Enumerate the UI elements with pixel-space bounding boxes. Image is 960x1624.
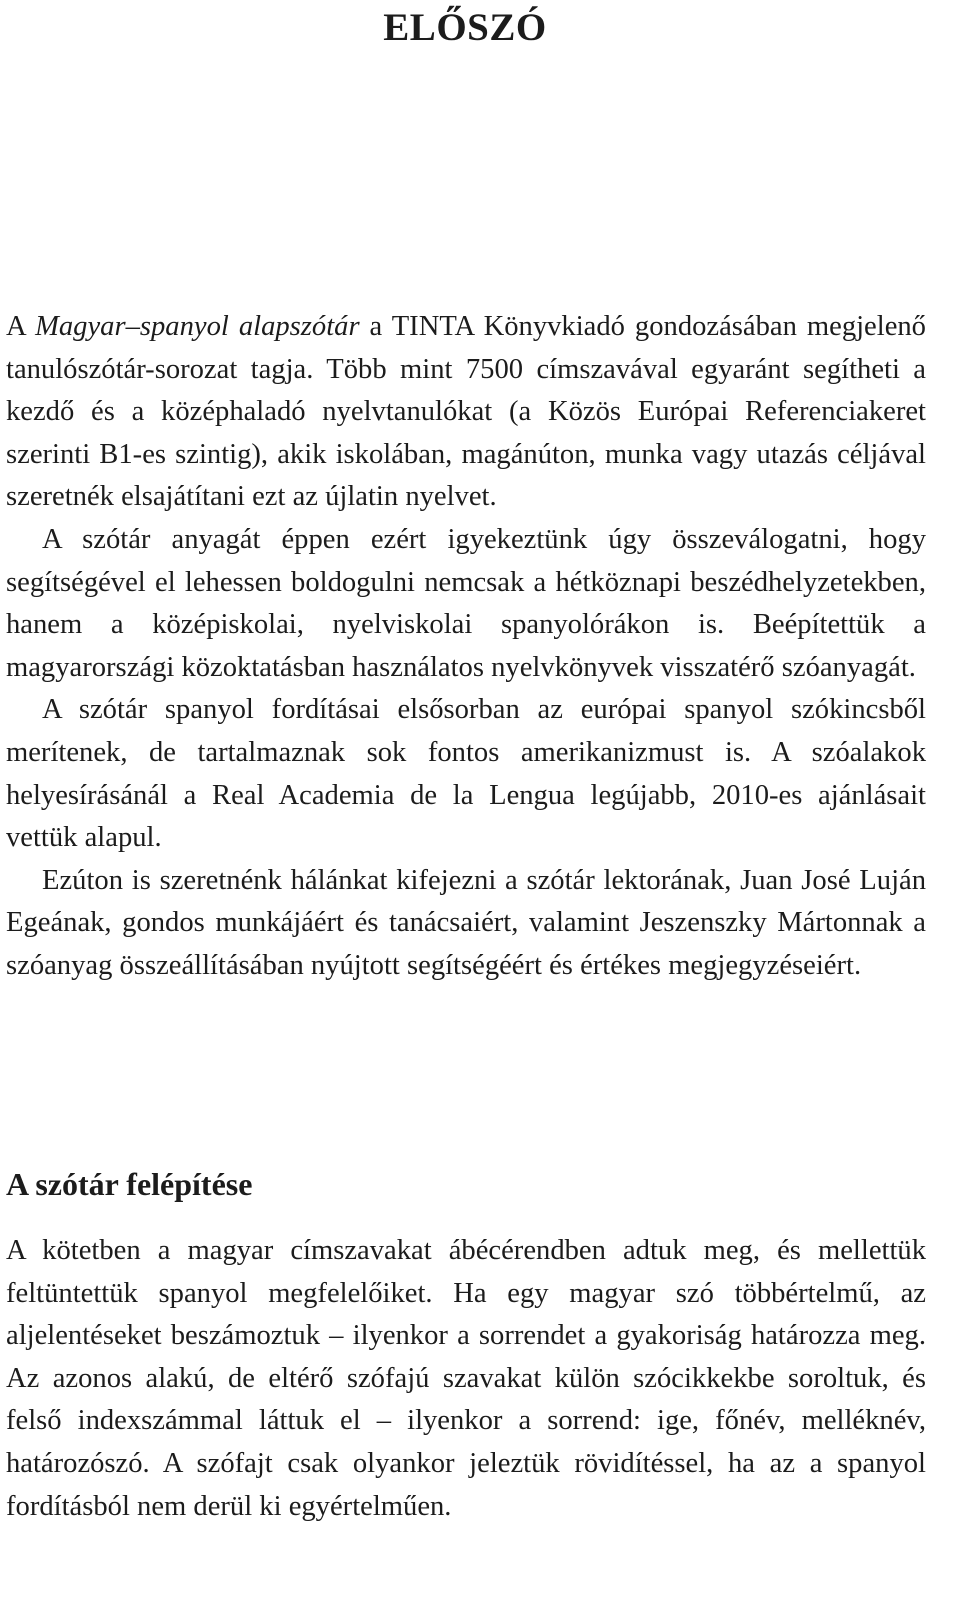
page-title: ELŐSZÓ: [383, 6, 547, 49]
preface-paragraph-4: Ezúton is szeretnénk hálánkat kifejezni a szótár lektorának, Juan José Luján Egeának, gondos munkájáért és tanácsaiért, valamint Jeszenszky Mártonnak a szóanyag összeállításában nyújtott segítségéért és értékes megjegyzéseiért.: [6, 864, 926, 981]
preface-paragraph-1: [6, 306, 926, 519]
section-heading: A szótár felépítése: [6, 1166, 253, 1202]
preface-paragraph-2: A szótár anyagát éppen ezért igyekeztünk úgy összeválogatni, hogy segítségével el lehessen boldogulni nemcsak a hétköznapi beszédhelyzetekben, hanem a középiskolai, nyelviskolai spanyolórákon is. Beépítettük a magyarországi közoktatásban használatos nyelvkönyvek visszatérő szóanyagát.: [6, 523, 926, 683]
dictionary-title-italic: Magyar–spanyol alapszótár: [35, 311, 360, 342]
section-paragraph-1: A kötetben a magyar címszavakat ábécérendben adtuk meg, és mellettük feltüntettük spanyol megfelelőiket. Ha egy magyar szó többértelmű, az aljelentéseket beszámoztuk – ilyenkor a sorrendet a gyakoriság határozza meg. Az azonos alakú, de eltérő szófajú szavakat külön szócikkekbe soroltuk, és felső indexszámmal láttuk el – ilyenkor a sorrend: ige, főnév, melléknév, határozószó. A szófajt csak olyankor jeleztük rövidítéssel, ha az a spanyol fordításból nem derül ki egyértelműen.: [6, 1235, 926, 1522]
preface-paragraph-1-rest: a TINTA Könyvkiadó gondozásában megjelenő tanulószótár-sorozat tagja. Több mint 7500 címszavával egyaránt segítheti a kezdő és a középhaladó nyelvtanulókat (a Közös Európai Referenciakeret szerinti B1-es szintig), akik iskolában, magánúton, munka vagy utazás céljával szeretnék elsajátítani ezt az újlatin nyelvet.: [6, 311, 926, 513]
preface-body: [6, 306, 926, 988]
section-body: [6, 1230, 926, 1528]
preface-paragraph-3: A szótár spanyol fordításai elsősorban az európai spanyol szókincsből merítenek, de tartalmaznak sok fontos amerikanizmust is. A szóalakok helyesírásánál a Real Academia de la Lengua legújabb, 2010-es ajánlásait vettük alapul.: [6, 694, 926, 854]
preface-paragraph-1-prefix: A: [6, 311, 36, 342]
